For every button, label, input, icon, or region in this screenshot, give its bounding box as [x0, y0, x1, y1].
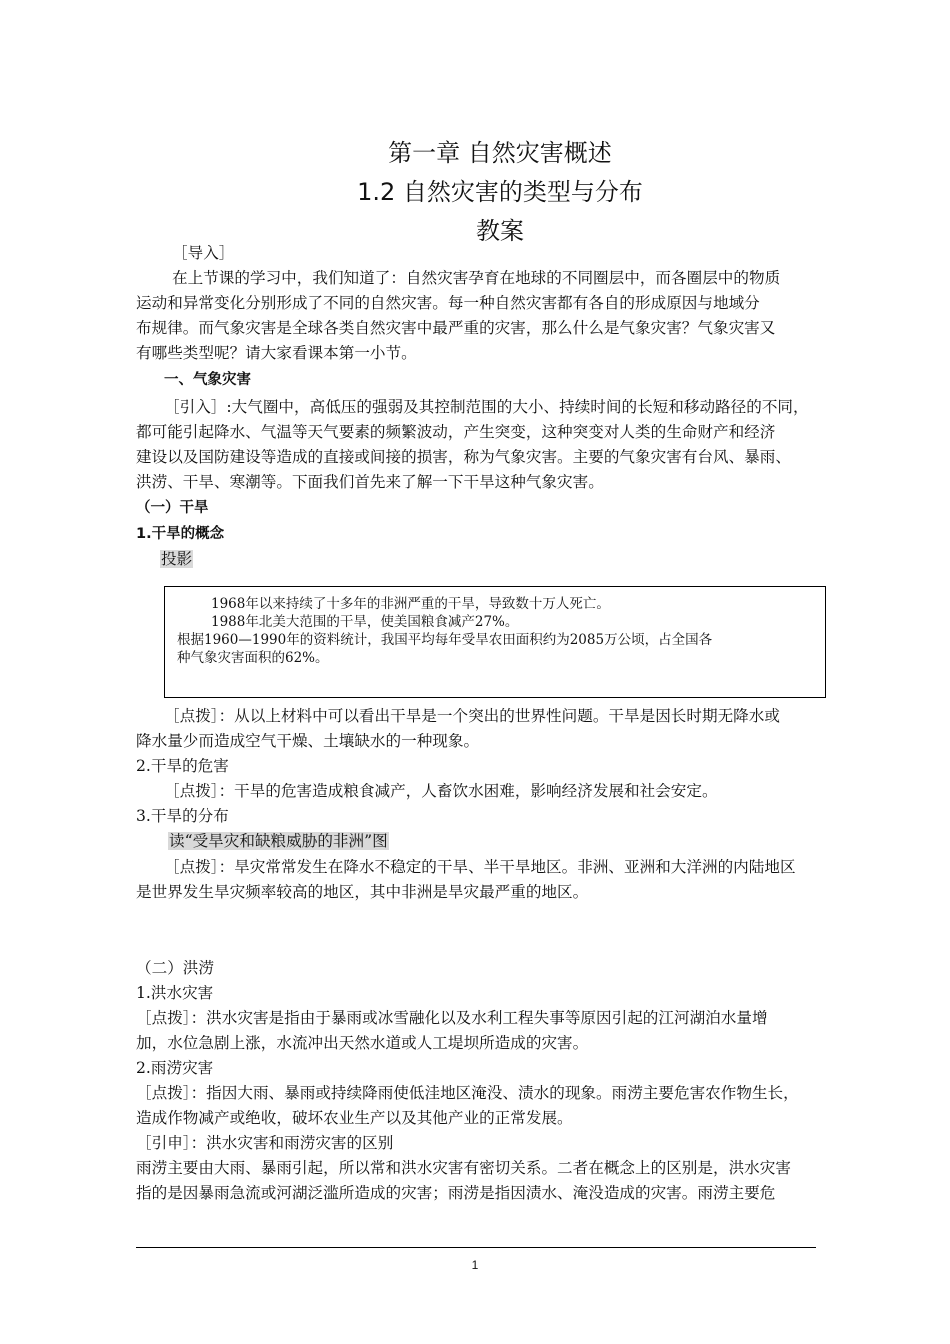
extension-label: ［引申］：洪水灾害和雨涝灾害的区别 — [136, 1134, 394, 1152]
heading-waterlogging: 2.雨涝灾害 — [136, 1059, 214, 1077]
intro-line: 布规律。而气象灾害是全球各类自然灾害中最严重的灾害，那么什么是气象灾害？气象灾害又 — [136, 319, 776, 337]
intro-paragraph-line: 洪涝、干旱、寒潮等。下面我们首先来了解一下干旱这种气象灾害。 — [136, 473, 604, 491]
tip-line: ［点拨］：旱灾常常发生在降水不稳定的干旱、半干旱地区。非洲、亚洲和大洋洲的内陆地区 — [164, 858, 796, 876]
projection-highlight: 投影 — [161, 550, 193, 568]
material-line: 1968年以来持续了十多年的非洲严重的干旱，导致数十万人死亡。 — [211, 596, 610, 612]
material-box — [164, 586, 826, 698]
lesson-plan-title: 教案 — [476, 217, 524, 245]
tip-line: 是世界发生旱灾频率较高的地区，其中非洲是旱灾最严重的地区。 — [136, 883, 589, 901]
material-line: 1988年北美大范围的干旱，使美国粮食减产27%。 — [211, 614, 519, 630]
intro-paragraph-line: 建设以及国防建设等造成的直接或间接的损害，称为气象灾害。主要的气象灾害有台风、暴雨、 — [136, 448, 791, 466]
tip-line: ［点拨］：从以上材料中可以看出干旱是一个突出的世界性问题。干旱是因长时期无降水或 — [164, 707, 780, 725]
read-map-highlight: 读“受旱灾和缺粮威胁的非洲”图 — [169, 832, 388, 850]
heading-drought: （一）干旱 — [136, 500, 209, 516]
read-map-label — [168, 829, 389, 854]
intro-line: 运动和异常变化分别形成了不同的自然灾害。每一种自然灾害都有各自的形成原因与地域分 — [136, 294, 760, 312]
intro-paragraph-line: ［引入］:大气圈中，高低压的强弱及其控制范围的大小、持续时间的长短和移动路径的不同， — [164, 398, 809, 416]
material-line: 根据1960—1990年的资料统计，我国平均每年受旱农田面积约为2085万公顷，占全国各 — [177, 632, 713, 648]
tip-line: ［点拨］：干旱的危害造成粮食减产，人畜饮水困难，影响经济发展和社会安定。 — [164, 782, 718, 800]
projection-label — [160, 547, 193, 572]
material-line: 种气象灾害面积的62%。 — [177, 650, 329, 666]
heading-flood: （二）洪涝 — [136, 959, 214, 977]
tip-line: 降水量少而造成空气干燥、土壤缺水的一种现象。 — [136, 732, 480, 750]
heading-drought-harm: 2.干旱的危害 — [136, 757, 229, 775]
intro-line: 在上节课的学习中，我们知道了：自然灾害孕育在地球的不同圈层中，而各圈层中的物质 — [172, 269, 781, 287]
page-number: 1 — [471, 1258, 479, 1272]
flood-tip-line: 加，水位急剧上涨，水流冲出天然水道或人工堤坝所造成的灾害。 — [136, 1034, 589, 1052]
waterlogging-tip-line: 造成作物减产或绝收，破坏农业生产以及其他产业的正常发展。 — [136, 1109, 573, 1127]
difference-line: 雨涝主要由大雨、暴雨引起，所以常和洪水灾害有密切关系。二者在概念上的区别是，洪水灾害 — [136, 1159, 791, 1177]
footer-divider — [136, 1247, 816, 1248]
waterlogging-tip-line: ［点拨］：指因大雨、暴雨或持续降雨使低洼地区淹没、渍水的现象。雨涝主要危害农作物生长， — [136, 1084, 799, 1102]
chapter-title: 第一章 自然灾害概述 — [388, 139, 612, 167]
intro-paragraph-line: 都可能引起降水、气温等天气要素的频繁波动，产生突变，这种突变对人类的生命财产和经济 — [136, 423, 776, 441]
heading-meteorological-disasters: 一、气象灾害 — [164, 372, 251, 388]
flood-tip-line: ［点拨］：洪水灾害是指由于暴雨或冰雪融化以及水利工程失事等原因引起的江河湖泊水量增 — [136, 1009, 768, 1027]
intro-label: ［导入］ — [172, 244, 235, 262]
heading-flood-disaster: 1.洪水灾害 — [136, 984, 214, 1002]
heading-drought-concept: 1.干旱的概念 — [136, 526, 225, 542]
difference-line: 指的是因暴雨急流或河湖泛滥所造成的灾害；雨涝是指因渍水、淹没造成的灾害。雨涝主要危 — [136, 1184, 776, 1202]
section-title: 1.2 自然灾害的类型与分布 — [357, 178, 643, 206]
intro-line: 有哪些类型呢？请大家看课本第一小节。 — [136, 344, 417, 362]
heading-drought-distribution: 3.干旱的分布 — [136, 807, 229, 825]
